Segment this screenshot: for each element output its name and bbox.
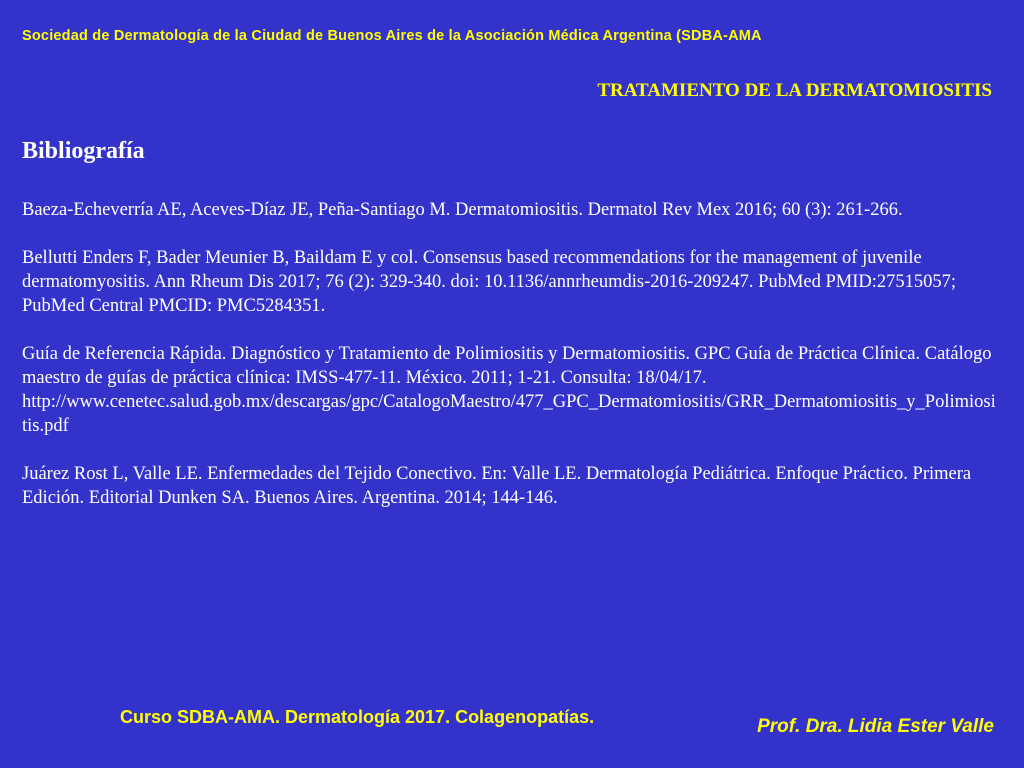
section-heading: Bibliografía: [22, 138, 145, 164]
slide-subtitle: TRATAMIENTO DE LA DERMATOMIOSITIS: [597, 80, 992, 101]
author-footer: Prof. Dra. Lidia Ester Valle: [757, 716, 994, 737]
reference-item: Juárez Rost L, Valle LE. Enfermedades del Tejido Conectivo. En: Valle LE. Dermatología Pediátrica. Enfoque Práctico. Primera Edición. Editorial Dunken SA. Buenos Aires. Argentina. 2014; 144-146.: [22, 464, 972, 508]
reference-text: Guía de Referencia Rápida. Diagnóstico y Tratamiento de Polimiositis y Dermatomiositis. GPC Guía de Práctica Clínica. Catálogo maestro de guías de práctica clínica: IMSS-477-11. México. 2011; 1-21. Consulta: 18/04/17.: [22, 344, 992, 388]
course-footer: Curso SDBA-AMA. Dermatología 2017. Colagenopatías.: [120, 707, 595, 727]
society-header: Sociedad de Dermatología de la Ciudad de Buenos Aires de la Asociación Médica Argentina (SDBA-AMA: [22, 28, 762, 44]
reference-item: [22, 342, 997, 438]
reference-url-link[interactable]: http://www.cenetec.salud.gob.mx/descargas/gpc/CatalogoMaestro/477_GPC_Dermatomiositis/GRR_Dermatomiositis_y_Polimiositis.pdf: [22, 392, 996, 436]
reference-item: Baeza-Echeverría AE, Aceves-Díaz JE, Peña-Santiago M. Dermatomiositis. Dermatol Rev Mex 2016; 60 (3): 261-266.: [22, 200, 903, 220]
reference-item: Bellutti Enders F, Bader Meunier B, Baildam E y col. Consensus based recommendations for the management of juvenile dermatomyositis. Ann Rheum Dis 2017; 76 (2): 329-340. doi: 10.1136/annrheumdis-2016-209247. PubMed PMID:27515057; PubMed Central PMCID: PMC5284351.: [22, 248, 957, 316]
reference-list: [22, 198, 997, 534]
